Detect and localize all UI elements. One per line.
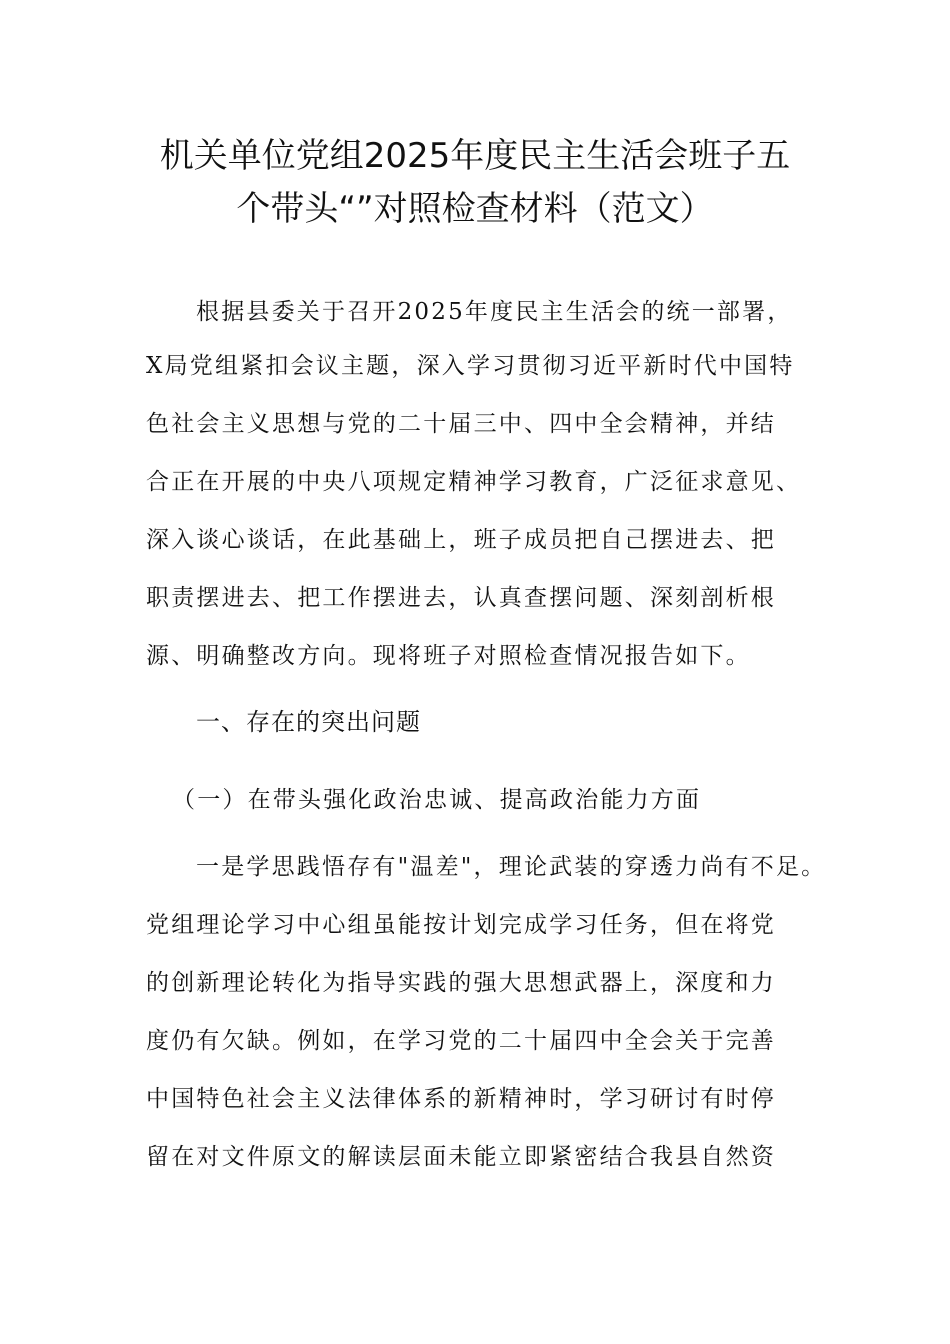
- section-heading: 一、存在的突出问题: [196, 708, 421, 736]
- intro-line-4: 合正在开展的中央八项规定精神学习教育，广泛征求意见、: [146, 469, 802, 495]
- intro-line-2: X局党组紧扣会议主题，深入学习贯彻习近平新时代中国特: [146, 353, 795, 379]
- intro-line-5: 深入谈心谈话，在此基础上，班子成员把自己摆进去、把: [146, 527, 776, 553]
- intro-line-3: 色社会主义思想与党的二十届三中、四中全会精神，并结: [146, 411, 776, 437]
- document-title-line-2: 个带头“”对照检查材料（范文）: [236, 189, 714, 229]
- document-title-line-1: 机关单位党组2025年度民主生活会班子五: [159, 136, 791, 176]
- intro-line-1: 根据县委关于召开2025年度民主生活会的统一部署，: [196, 299, 793, 325]
- body-line-4: 度仍有欠缺。例如，在学习党的二十届四中全会关于完善: [146, 1028, 776, 1054]
- intro-line-7: 源、明确整改方向。现将班子对照检查情况报告如下。: [146, 643, 751, 669]
- body-line-2: 党组理论学习中心组虽能按计划完成学习任务，但在将党: [146, 912, 776, 938]
- body-line-1: 一是学思践悟存有"温差"，理论武装的穿透力尚有不足。: [196, 854, 827, 880]
- body-line-3: 的创新理论转化为指导实践的强大思想武器上，深度和力: [146, 970, 776, 996]
- intro-line-6: 职责摆进去、把工作摆进去，认真查摆问题、深刻剖析根: [146, 585, 776, 611]
- body-line-6: 留在对文件原文的解读层面未能立即紧密结合我县自然资: [146, 1144, 776, 1170]
- body-line-5: 中国特色社会主义法律体系的新精神时，学习研讨有时停: [146, 1086, 776, 1112]
- subsection-heading: （一）在带头强化政治忠诚、提高政治能力方面: [172, 787, 702, 813]
